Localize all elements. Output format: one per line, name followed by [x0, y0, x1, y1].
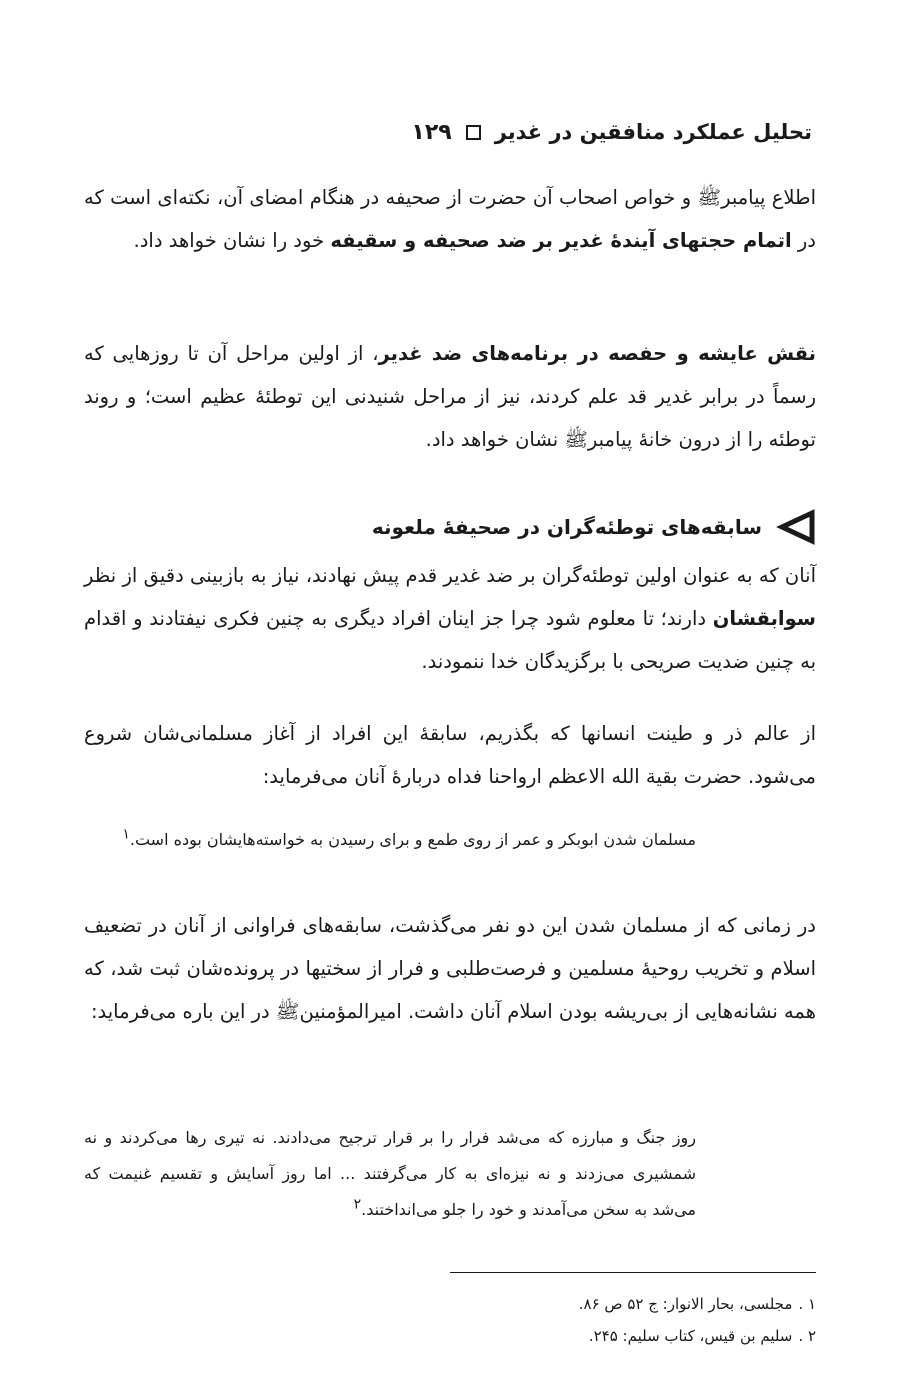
- paragraph-text: در زمانی که از مسلمان شدن این دو نفر می‌گذشت، سابقه‌های فراوانی از آنان در تضعیف اسلام و تخریب روحیهٔ مسلمین و فرصت‌طلبی و فرار از سختیها در پرونده‌شان ثبت شد، که همه نشانه‌هایی از بی‌ریشه بودن اسلام آنان داشت. امیرالمؤمنینﷺ در این باره می‌فرماید:: [84, 914, 816, 1023]
- paragraph-2: [84, 332, 816, 461]
- square-ornament-icon: [466, 125, 481, 140]
- running-head: [88, 112, 812, 152]
- footnote-2: [84, 1320, 816, 1352]
- footnote-ref: ۲: [353, 1196, 362, 1213]
- bold-phrase: سوابقشان: [712, 607, 816, 630]
- footnote-1: [84, 1288, 816, 1320]
- paragraph-text: دارند؛ تا معلوم شود چرا جز اینان افراد دیگری به چنین فکری نیفتادند و اقدام به چنین ضدیت صریحی با برگزیدگان خدا ننمودند.: [84, 607, 816, 673]
- bold-phrase: اتمام حجتهای آیندهٔ غدیر بر ضد صحیفه و سقیفه: [330, 229, 792, 252]
- section-heading: [84, 505, 816, 549]
- paragraph-4: [84, 712, 816, 798]
- paragraph-text: ، از اولین مراحل آن تا روزهایی که رسماً در برابر غدیر قد علم کردند، نیز از مراحل شنیدنی این توطئهٔ عظیم است؛ و روند توطئه را از درون خانهٔ پیامبرﷺ نشان خواهد داد.: [84, 342, 816, 451]
- section-heading-text: سابقه‌های توطئه‌گران در صحیفهٔ ملعونه: [371, 515, 762, 539]
- paragraph-text: اطلاع پیامبرﷺ و خواص اصحاب آن حضرت از صحیفه در هنگام امضای آن، نکته‌ای است که در: [84, 186, 816, 252]
- triangle-bullet-icon: [776, 507, 816, 547]
- footnote-number: ۲ .: [798, 1327, 816, 1345]
- running-head-title: تحلیل عملکرد منافقین در غدیر: [494, 120, 812, 144]
- paragraph-text: خود را نشان خواهد داد.: [133, 229, 331, 252]
- paragraph-3: [84, 554, 816, 683]
- quote-1: [84, 822, 696, 858]
- footnote-ref: ۱: [122, 826, 130, 843]
- footnotes: [84, 1288, 816, 1352]
- paragraph-text: از عالم ذر و طینت انسانها که بگذریم، سابقهٔ این افراد از آغاز مسلمانی‌شان شروع می‌شود. حضرت بقیة الله الاعظم ارواحنا فداه دربارهٔ آنان می‌فرماید:: [84, 722, 816, 788]
- footnote-text: مجلسی، بحار الانوار: ج ۵۲ ص ۸۶.: [578, 1295, 793, 1313]
- page-number: ۱۲۹: [411, 119, 452, 145]
- paragraph-5: [84, 904, 816, 1033]
- footnote-text: سلیم بن قیس، کتاب سلیم: ۲۴۵.: [588, 1327, 793, 1345]
- quote-text: روز جنگ و مبارزه که می‌شد فرار را بر قرار ترجیح می‌دادند. نه تیری رها می‌کردند و نه شمشیری می‌زدند و نه نیزه‌ای به کار می‌گرفتند ... اما روز آسایش و تقسیم غنیمت که می‌شد به سخن می‌آمدند و خود را جلو می‌انداختند.: [84, 1128, 696, 1219]
- quote-text: مسلمان شدن ابوبکر و عمر از روی طمع و برای رسیدن به خواسته‌هایشان بوده است.: [129, 830, 696, 849]
- bold-phrase: نقش عایشه و حفصه در برنامه‌های ضد غدیر: [378, 342, 816, 365]
- quote-2: [84, 1120, 696, 1228]
- footnote-number: ۱ .: [798, 1295, 816, 1313]
- paragraph-text: آنان که به عنوان اولین توطئه‌گران بر ضد غدیر قدم پیش نهادند، نیاز به بازبینی دقیق از نظر: [84, 564, 816, 587]
- footnote-divider: [450, 1272, 816, 1273]
- paragraph-1: [84, 176, 816, 262]
